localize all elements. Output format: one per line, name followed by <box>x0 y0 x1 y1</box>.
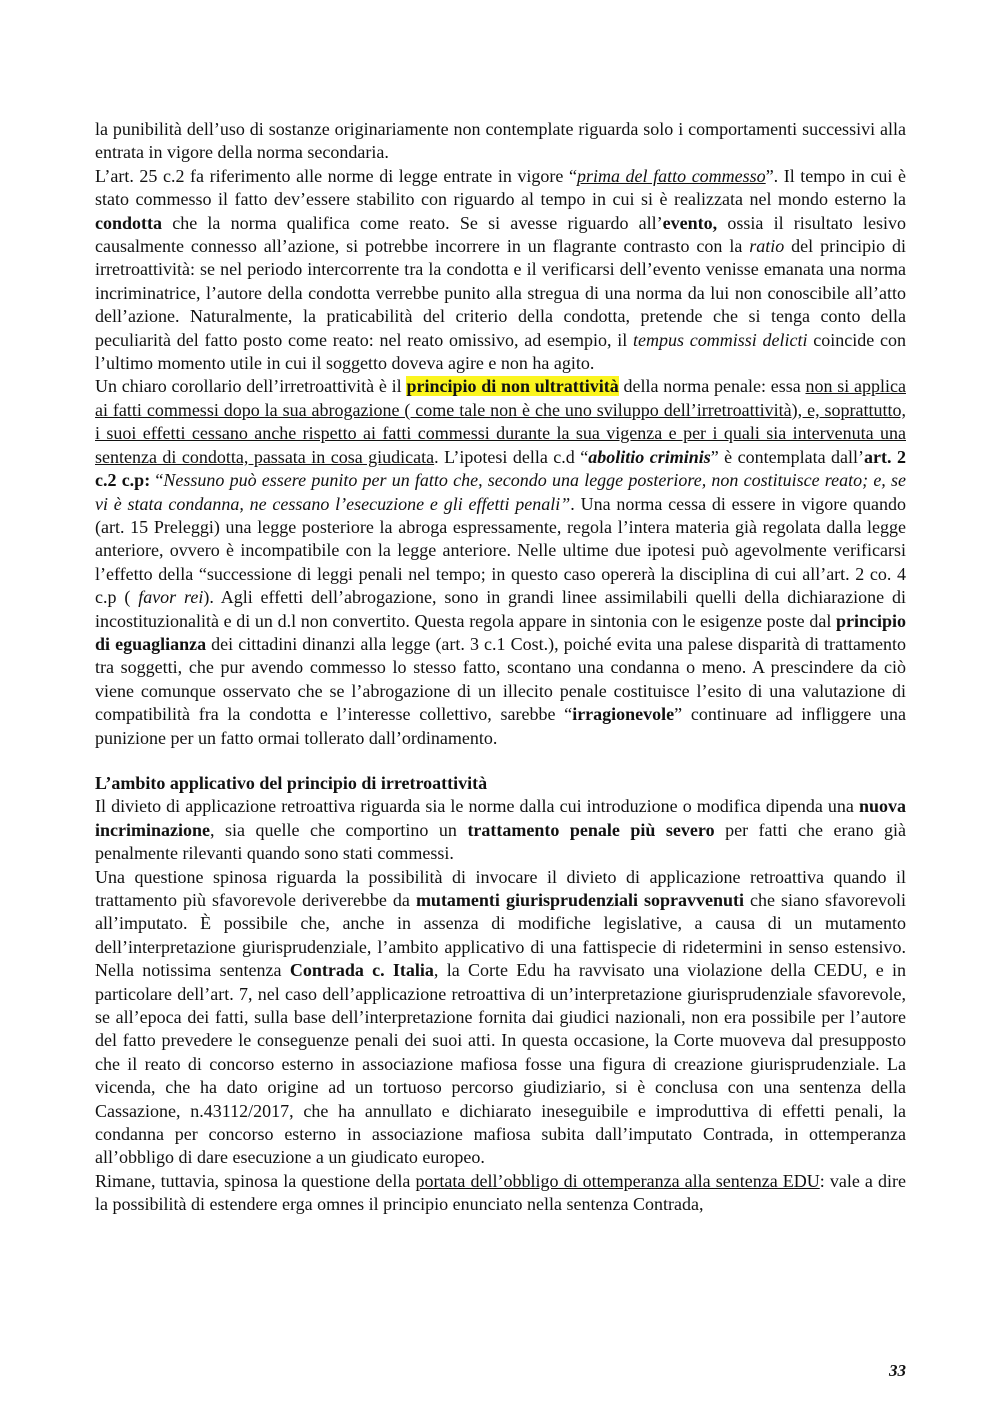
text-run: evento, <box>662 212 718 233</box>
text-run: Nessuno può essere punito per un fatto che, secondo una legge posteriore, non costituisce reato; e, se vi è stata condanna, ne cessano l’esecuzione e gli effetti penali” <box>95 470 906 514</box>
text-run: ”. Il tempo in cui è stato commesso il fatto dev’essere stabilito con riguardo al tempo in cui si è realizzata nel mondo esterno la <box>95 165 906 210</box>
text-run: condotta <box>95 212 162 233</box>
text-run: del principio di irretroattività: se nel periodo intercorrente tra la condotta e il verificarsi dell’evento venisse emanata una norma incriminatrice, l’autore della condotta verrebbe punito alla stregua di una norma da lui non conoscibile all’atto dell’azione. Naturalmente, la praticabilità del criterio della condotta, pretende che si tenga conto della peculiarità del fatto posto come reato: nel reato omissivo, ad esempio, il <box>95 236 906 350</box>
document-body <box>95 118 906 1217</box>
text-run: Rimane, tuttavia, spinosa la questione della <box>95 1170 416 1191</box>
text-run: , sia quelle che comportino un <box>210 819 468 840</box>
text-run: trattamento penale più severo <box>467 819 715 840</box>
underlined-text: portata dell’obbligo di ottemperanza alla sentenza EDU <box>415 1170 820 1191</box>
highlighted-text: principio di non ultrattività <box>406 376 619 397</box>
text-run: “ <box>150 470 164 491</box>
underlined-text: non si applica ai fatti commessi dopo la sua abrogazione ( come tale non è che uno sviluppo dell’irretroattività), e, soprattutto, i suoi effetti cessano anche rispetto ai fatti commessi durante la sua vigenza e per i quali sia intervenuta una sentenza di condotta, passata in cosa giudicata <box>95 376 906 467</box>
text-run: nuova incriminazione <box>95 796 906 840</box>
text-run: Un chiaro corollario dell’irretroattività è il <box>95 376 407 397</box>
text-run: L’ambito applicativo del principio di irretroattività <box>95 772 488 793</box>
text-run: ). Agli effetti dell’abrogazione, sono in grandi linee assimilabili quelli della dichiarazione di incostituzionalità e di un d.l non convertito. Questa regola appare in sintonia con le esigenze poste dal <box>95 587 907 631</box>
text-run: che la norma qualifica come reato. Se si avesse riguardo all’ <box>162 212 663 233</box>
text-run: tempus commissi delicti <box>633 329 808 350</box>
paragraph <box>95 1170 906 1217</box>
text-run: irragionevole <box>572 704 675 725</box>
text-run: ratio <box>749 236 785 257</box>
paragraph <box>95 375 906 750</box>
paragraph <box>95 118 906 165</box>
underlined-text: prima del fatto commesso <box>576 165 766 186</box>
text-run: : vale a dire la possibilità di estendere erga omnes il principio enunciato nella sentenza Contrada, <box>95 1170 906 1215</box>
text-run: ” continuare ad infliggere una punizione per un fatto ormai tollerato dall’ordinamento. <box>95 704 907 748</box>
text-run: della norma penale: essa <box>618 376 806 397</box>
text-run: . L’ipotesi della c.d “ <box>434 446 589 467</box>
text-run: mutamenti giurisprudenziali sopravvenuti <box>415 890 744 910</box>
text-run: , la Corte Edu ha ravvisato una violazione della CEDU, e in particolare dell’art. 7, nel caso dell’applicazione retroattiva di un’interpretazione giurisprudenziale sfavorevole, se all’epoca dei fatti, sulla base dell’interpretazione fornita dai giudici nazionali, non era possibile per l’autore del fatto prevedere le conseguenze penali dei suoi atti. In questa occasione, la Corte muoveva dal presupposto che il reato di concorso esterno in associazione mafiosa fosse una figura di creazione giurisprudenziale. La vicenda, che ha dato origine ad un tortuoso percorso giudiziario, si è conclusa con una sentenza della Cassazione, n.43112/2017, che ha annullato e dichiarato ineseguibile e improduttiva di effetti penali, la condanna per concorso esterno in associazione mafiosa subita dall’imputato Contrada, in ottemperanza all’obbligo di dare esecuzione a un giudicato europeo. <box>95 960 906 1168</box>
text-run: Contrada c. Italia <box>289 960 434 981</box>
text-run: principio di eguaglianza <box>95 610 906 654</box>
text-run: art. 2 c.2 c.p: <box>95 446 906 491</box>
text-run: coincide con l’ultimo momento utile in cui il soggetto doveva agire e non ha agito. <box>95 329 906 374</box>
section-heading <box>95 772 906 795</box>
text-run: la punibilità dell’uso di sostanze originariamente non contemplate riguarda solo i comportamenti successivi alla entrata in vigore della norma secondaria. <box>95 119 906 163</box>
text-run: che siano sfavorevoli all’imputato. È possibile che, anche in assenza di modifiche legislative, a causa di un mutamento dell’interpretazione giurisprudenziale, l’ambito applicativo di una fattispecie di ridetermini in senso estensivo. Nella notissima sentenza <box>95 890 906 981</box>
text-run: dei cittadini dinanzi alla legge (art. 3 c.1 Cost.), poiché evita una palese disparità di trattamento tra soggetti, che pur avendo commesso lo stesso fatto, scontano una condanna o meno. A prescindere da ciò viene comunque osservato che se l’abrogazione di un illecito penale costituisce l’esito di una valutazione di compatibilità fra la condotta e l’interesse collettivo, sarebbe “ <box>95 633 906 725</box>
text-run: Il divieto di applicazione retroattiva riguarda sia le norme dalla cui introduzione o modifica dipenda una <box>95 796 859 817</box>
paragraph-spacer <box>95 750 906 772</box>
paragraph <box>95 866 906 1170</box>
text-run: favor rei <box>138 587 204 608</box>
text-run: L’art. 25 c.2 fa riferimento alle norme di legge entrate in vigore “ <box>95 165 577 186</box>
text-run: per fatti che erano già penalmente rilevanti quando sono stati commessi. <box>95 819 906 864</box>
text-run: abolitio criminis <box>588 446 711 467</box>
page-number: 33 <box>889 1361 906 1380</box>
text-run: Una questione spinosa riguarda la possibilità di invocare il divieto di applicazione retroattiva quando il trattamento più sfavorevole deriverebbe da <box>95 866 906 910</box>
paragraph <box>95 795 906 865</box>
text-run: ossia il risultato lesivo causalmente connesso all’azione, si potrebbe incorrere in un flagrante contrasto con la <box>95 212 906 257</box>
text-run: ” è contemplata dall’ <box>710 446 865 467</box>
paragraph <box>95 165 906 376</box>
text-run: . Una norma cessa di essere in vigore quando (art. 15 Preleggi) una legge posteriore la abroga espressamente, regola l’intera materia già regolata dalla legge anteriore, ovvero è incompatibile con la legge anteriore. Nelle ultime due ipotesi può agevolmente verificarsi l’effetto della “successione di leggi penali nel tempo; in questo caso opererà la disciplina di cui all’art. 2 co. 4 c.p ( <box>95 493 906 608</box>
